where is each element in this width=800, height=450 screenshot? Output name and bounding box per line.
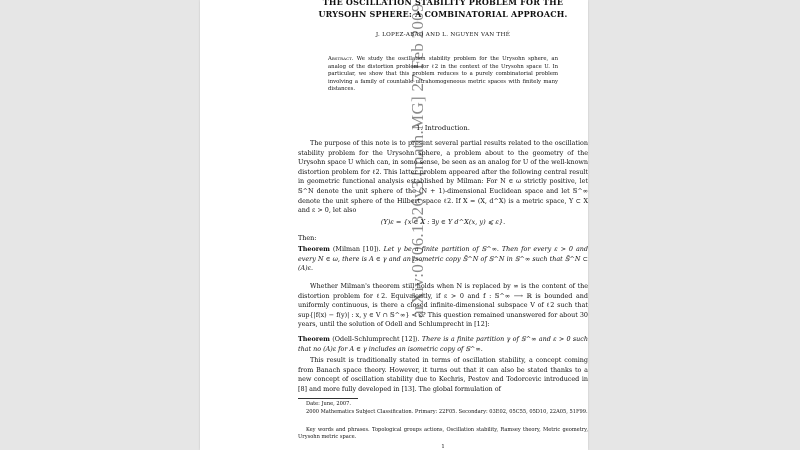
section-heading: 1. Introduction. xyxy=(416,124,470,132)
abstract-label: Abstract. xyxy=(328,56,354,62)
then-text: Then: xyxy=(298,234,317,242)
intro-paragraph-2: Whether Milman's theorem still holds when N is replaced by ∞ is the content of the distortion problem for ℓ2. Equivalently, if ε > 0 and f : 𝕊^∞ ⟶ ℝ is bounded and uniformly continuous, is there a closed infinite-dimensional subspace V of ℓ2 such that sup{|f(x) − f(y)| : x, y ∈ V ∩ 𝕊^∞} < ε? This question remained unanswered for about 30 years, until the solution of Odell and Schlumprecht in [12]: xyxy=(298,282,588,329)
footnote-keywords: Key words and phrases. Topological groups actions, Oscillation stability, Ramsey theory, Metric geometry, Urysohn metric space. xyxy=(298,427,588,441)
theorem-milman xyxy=(298,245,588,274)
display-formula: (Y)ε = {x ∈ X : ∃y ∈ Y d^X(x, y) ⩽ ε}. xyxy=(380,218,506,226)
abstract-text: We study the oscillation stability problem for the Urysohn sphere, an analog of the distortion problem for ℓ2 in the context of the Urysohn space U. In particular, we show that this problem reduces to a purely combinatorial problem involving a family of countable ultrahomogeneous metric spaces with finitely many distances. xyxy=(328,56,558,93)
footnote-rule xyxy=(298,398,358,399)
footnote-date: Date: June, 2007. xyxy=(306,401,351,407)
arxiv-identifier-stamp: arXiv:0706.1326v3 [math.MG] 27 Feb 2009 xyxy=(408,3,427,318)
abstract xyxy=(328,56,558,94)
theorem-label: Theorem xyxy=(298,335,330,343)
viewer-left-margin xyxy=(0,0,200,450)
theorem-odell-schlumprecht xyxy=(298,335,588,354)
theorem-statement: There is a finite partition γ of 𝕊^∞ and ε > 0 such that no (A)ε for A ∈ γ includes an isometric copy of 𝕊^∞. xyxy=(298,335,588,353)
intro-paragraph-3: This result is traditionally stated in terms of oscillation stability, a concept coming from Banach space theory. However, it turns out that it can also be stated thanks to a new concept of oscillation stability due to Kechris, Pestov and Todorcevic introduced in [8] and more fully developed in [13]. The global formulation of xyxy=(298,356,588,393)
footnote-msc: 2000 Mathematics Subject Classification. Primary: 22F05. Secondary: 03E02, 05C55, 05D10, 22A05, 51F99. xyxy=(306,409,588,415)
paper-authors: J. LOPEZ-ABAD AND L. NGUYEN VAN THÉ xyxy=(375,32,511,38)
page-number: 1 xyxy=(441,444,445,450)
intro-paragraph-1: The purpose of this note is to present several partial results related to the oscillation stability problem for the Urysohn sphere, a problem about to the geometry of the Urysohn space U which can, in some sense, be seen as an analog for U of the well-known distortion problem for ℓ2. This latter problem appeared after the following central result in geometric functional analysis established by Milman: For N ∈ ω strictly positive, let 𝕊^N denote the unit sphere of the (N + 1)-dimensional Euclidean space and let 𝕊^∞ denote the unit sphere of the Hilbert space ℓ2. If X = (X, d^X) is a metric space, Y ⊂ X and ε > 0, let also xyxy=(298,139,588,215)
pdf-page[interactable] xyxy=(200,0,588,450)
paper-title-line-2: URYSOHN SPHERE: A COMBINATORIAL APPROACH. xyxy=(318,9,568,19)
theorem-label: Theorem xyxy=(298,245,330,253)
theorem-statement: Let γ be a finite partition of 𝕊^∞. Then for every ε > 0 and every N ∈ ω, there is A ∈ γ and an isometric copy 𝕊̃^N of 𝕊^N in 𝕊^∞ such that 𝕊̃^N ⊂ (A)ε. xyxy=(298,245,588,273)
theorem-reference: (Odell-Schlumprecht [12]). xyxy=(332,335,420,343)
viewer-right-margin xyxy=(588,0,800,450)
paper-title-line-1: THE OSCILLATION STABILITY PROBLEM FOR THE xyxy=(322,0,564,7)
page-content xyxy=(298,0,588,450)
theorem-reference: (Milman [10]). xyxy=(332,245,381,253)
